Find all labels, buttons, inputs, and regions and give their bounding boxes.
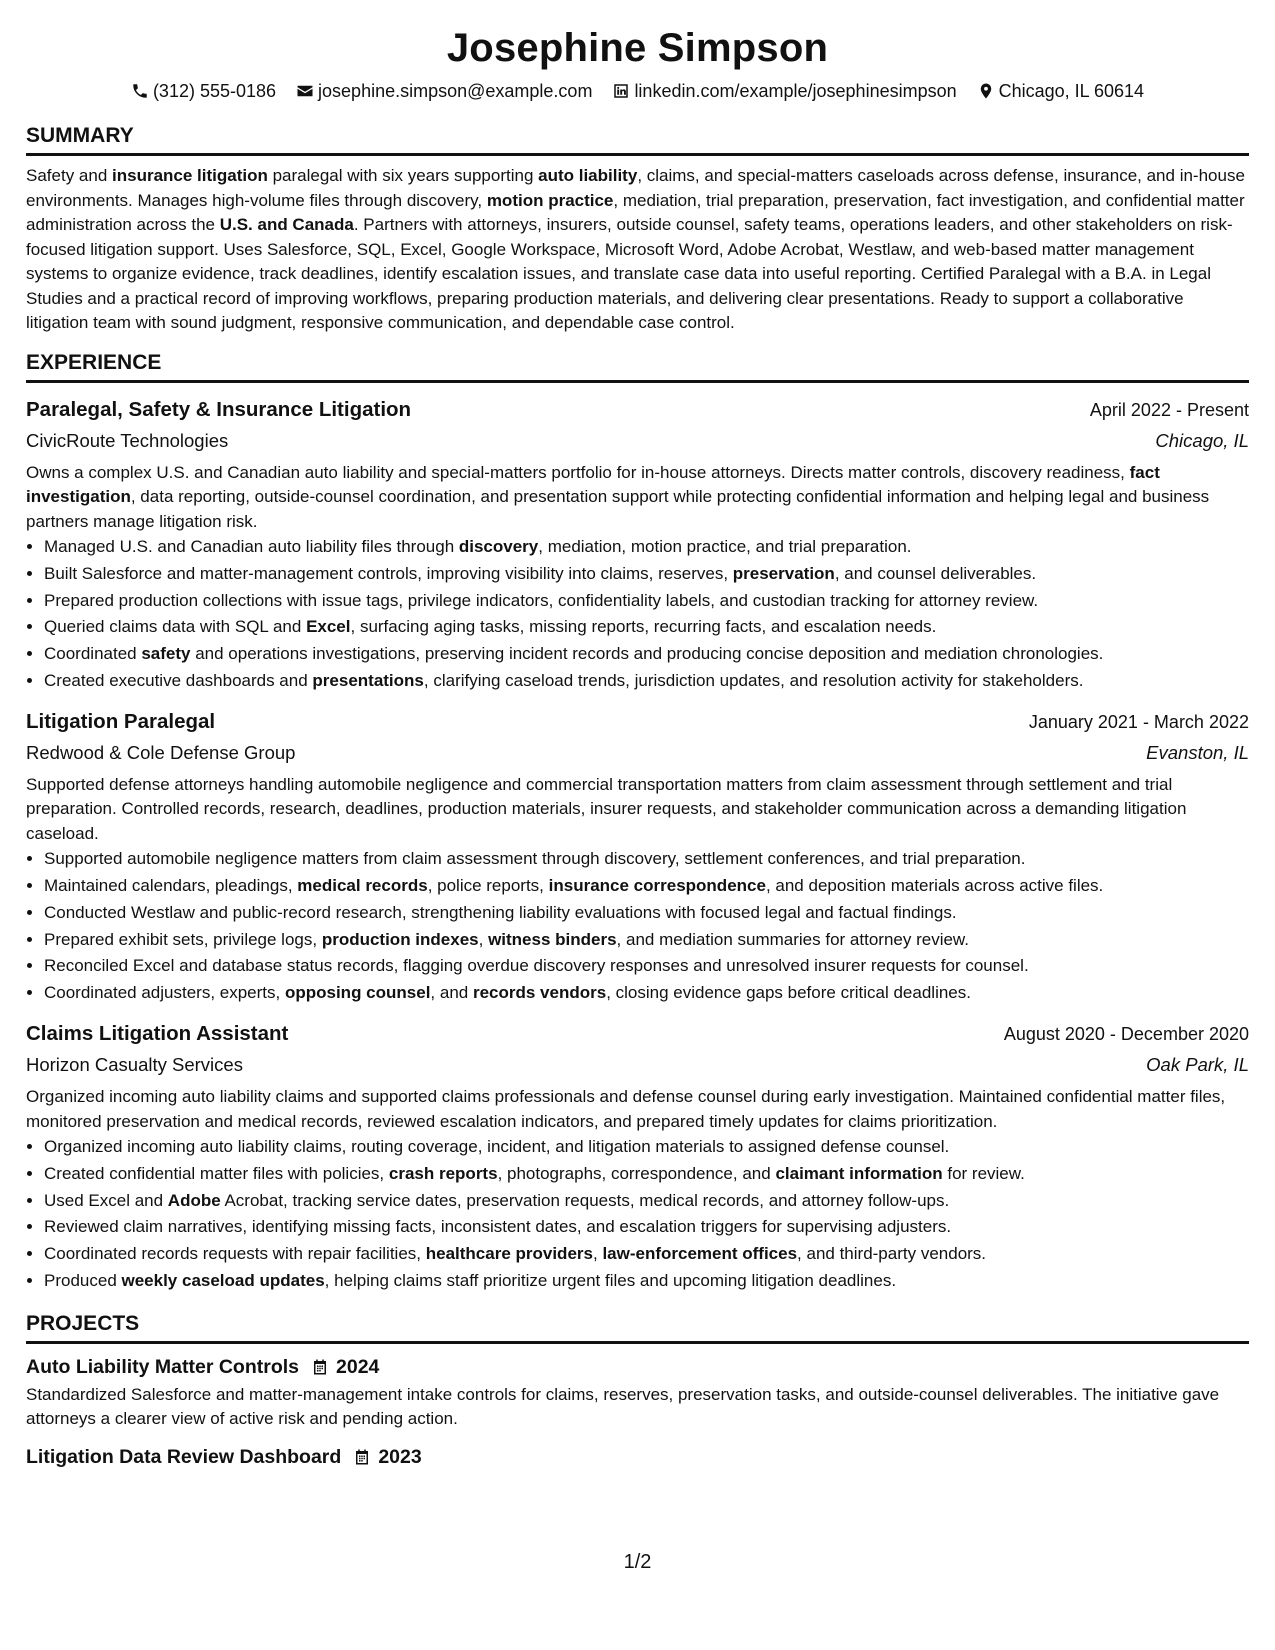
map-pin-icon: [977, 82, 995, 100]
project-title: Auto Liability Matter Controls: [26, 1355, 299, 1378]
calendar-icon: [311, 1358, 329, 1376]
contact-email-text: josephine.simpson@example.com: [318, 81, 593, 101]
contact-bar: [26, 79, 1249, 103]
bullet-item: • Conducted Westlaw and public-record research, strengthening liability evaluations with focused legal and factual findings.: [44, 900, 1249, 927]
bold-keyword: crash reports: [388, 1163, 498, 1183]
job-company: Redwood & Cole Defense Group: [26, 741, 296, 763]
job-entry: [26, 1019, 1249, 1295]
job-location: Evanston, IL: [1146, 741, 1249, 763]
job-dates: August 2020 - December 2020: [1003, 1024, 1249, 1045]
bold-keyword: fact investigation: [26, 462, 1160, 506]
bold-keyword: safety: [141, 644, 191, 664]
phone-icon: [131, 82, 149, 100]
bullet-item: • Coordinated records requests with repair facilities, healthcare providers, law-enforcement offices, and third-party vendors.: [44, 1241, 1249, 1268]
bullet-item: • Managed U.S. and Canadian auto liability files through discovery, mediation, motion practice, and trial preparation.: [44, 534, 1249, 561]
job-dates: April 2022 - Present: [1089, 399, 1249, 420]
bullet-item: • Prepared production collections with issue tags, privilege indicators, confidentiality labels, and custodian tracking for attorney review.: [44, 588, 1249, 615]
bold-keyword: weekly caseload updates: [121, 1271, 325, 1291]
contact-phone-text: (312) 555-0186: [152, 81, 277, 101]
bullet-item: • Reviewed claim narratives, identifying missing facts, inconsistent dates, and escalation triggers for supervising adjusters.: [44, 1214, 1249, 1241]
bullet-item: • Prepared exhibit sets, privilege logs, production indexes, witness binders, and mediation summaries for attorney review.: [44, 927, 1249, 954]
job-company: Horizon Casualty Services: [26, 1054, 243, 1076]
bold-keyword: insurance correspondence: [548, 876, 766, 896]
project-year-group: [353, 1442, 421, 1472]
bullet-item: • Supported automobile negligence matters from claim assessment through discovery, settlement conferences, and trial preparation.: [44, 846, 1249, 873]
job-entry: [26, 395, 1249, 695]
job-description: Organized incoming auto liability claims and supported claims professionals and defense counsel during early investigation. Maintained confidential matter files, monitored preservation and medical records, reviewed escalation indicators, and prepared timely updates for claims prioritization.: [26, 1087, 1226, 1131]
job-dates: January 2021 - March 2022: [1028, 711, 1249, 732]
job-description: Supported defense attorneys handling automobile negligence and commercial transportation matters from claim assessment through settlement and trial preparation. Controlled records, research, deadlines, production materials, insurer requests, and stakeholder communication across a demanding litigation caseload.: [26, 774, 1187, 843]
bullet-item: • Built Salesforce and matter-management controls, improving visibility into claims, reserves, preservation, and counsel deliverables.: [44, 561, 1249, 588]
bold-keyword: auto liability: [538, 166, 638, 185]
job-company: CivicRoute Technologies: [26, 429, 229, 451]
job-location: Chicago, IL: [1155, 429, 1249, 451]
bold-keyword: insurance litigation: [112, 166, 268, 185]
job-bullets: [26, 1134, 1249, 1295]
project-year: 2023: [378, 1445, 422, 1468]
bold-keyword: witness binders: [488, 929, 617, 949]
bold-keyword: presentations: [312, 670, 424, 690]
bold-keyword: medical records: [297, 876, 428, 896]
calendar-icon: [353, 1448, 371, 1466]
job-description: Owns a complex U.S. and Canadian auto liability and special-matters portfolio for in-house attorneys. Directs matter controls, discovery readiness, fact investigation, data reporting, outside-counsel coordination, and presentation support while protecting confidential information and helping legal and business partners manage litigation risk.: [26, 462, 1210, 531]
bullet-item: • Reconciled Excel and database status records, flagging overdue discovery responses and unresolved insurer requests for counsel.: [44, 953, 1249, 980]
job-title: Litigation Paralegal: [26, 709, 216, 733]
bold-keyword: law-enforcement offices: [602, 1244, 798, 1264]
envelope-icon: [296, 82, 314, 100]
job-entry: [26, 707, 1249, 1007]
summary-text: Safety and insurance litigation paralegal with six years supporting auto liability, claims, and special-matters caseloads across defense, insurance, and in-house environments. Manages high-volume files through discovery, motion practice, mediation, trial preparation, preservation, fact investigation, and confidential matter administration across the U.S. and Canada. Partners with attorneys, insurers, outside counsel, safety teams, operations leaders, and other stakeholders on risk-focused litigation support. Uses Salesforce, SQL, Excel, Google Workspace, Microsoft Word, Adobe Acrobat, Westlaw, and web-based matter management systems to organize evidence, track deadlines, identify escalation issues, and translate case data into useful reporting. Certified Paralegal with a B.A. in Legal Studies and a practical record of improving workflows, preparing production materials, and delivering clear presentations. Ready to support a collaborative litigation team with sound judgment, responsive communication, and dependable case control.: [26, 166, 1245, 332]
bullet-item: • Queried claims data with SQL and Excel, surfacing aging tasks, missing reports, recurring facts, and escalation needs.: [44, 614, 1249, 641]
experience-heading: EXPERIENCE: [26, 350, 1249, 383]
contact-linkedin[interactable]: [612, 79, 956, 103]
bullet-item: • Coordinated adjusters, experts, opposing counsel, and records vendors, closing evidence gaps before critical deadlines.: [44, 980, 1249, 1007]
bold-keyword: discovery: [458, 537, 539, 556]
linkedin-icon: [612, 82, 630, 100]
bold-keyword: records vendors: [472, 983, 607, 1003]
summary-heading: SUMMARY: [26, 123, 1249, 156]
contact-location: [977, 79, 1144, 103]
bullet-item: • Created confidential matter files with policies, crash reports, photographs, correspondence, and claimant information for review.: [44, 1161, 1249, 1188]
projects-heading: PROJECTS: [26, 1311, 1249, 1344]
project-title: Litigation Data Review Dashboard: [26, 1445, 342, 1468]
project-entry: [26, 1442, 1249, 1472]
project-entry: [26, 1352, 1249, 1432]
bullet-item: • Used Excel and Adobe Acrobat, tracking service dates, preservation requests, medical records, and attorney follow-ups.: [44, 1188, 1249, 1215]
bold-keyword: Excel: [306, 617, 351, 637]
contact-location-text: Chicago, IL 60614: [998, 81, 1145, 101]
job-bullets: [26, 534, 1249, 695]
job-location: Oak Park, IL: [1146, 1054, 1249, 1076]
bold-keyword: healthcare providers: [425, 1244, 593, 1264]
bold-keyword: U.S. and Canada: [219, 215, 354, 234]
job-title: Paralegal, Safety & Insurance Litigation: [26, 397, 412, 421]
bold-keyword: motion practice: [486, 190, 614, 210]
project-year: 2024: [336, 1355, 380, 1378]
bullet-item: • Created executive dashboards and presentations, clarifying caseload trends, jurisdiction updates, and resolution activity for stakeholders.: [44, 668, 1249, 695]
bold-keyword: production indexes: [321, 929, 479, 949]
job-bullets: [26, 846, 1249, 1007]
project-year-group: [311, 1352, 379, 1382]
page-number: 1/2: [623, 1551, 652, 1573]
candidate-name: Josephine Simpson: [446, 26, 829, 70]
bullet-item: • Coordinated safety and operations investigations, preserving incident records and producing concise deposition and mediation chronologies.: [44, 641, 1249, 668]
project-description: Standardized Salesforce and matter-management intake controls for claims, reserves, preservation tasks, and outside-counsel deliverables. The initiative gave attorneys a clearer view of active risk and pending action.: [26, 1384, 1220, 1429]
bullet-item: • Maintained calendars, pleadings, medical records, police reports, insurance correspondence, and deposition materials across active files.: [44, 873, 1249, 900]
job-title: Claims Litigation Assistant: [26, 1022, 289, 1046]
bullet-item: • Organized incoming auto liability claims, routing coverage, incident, and litigation materials to assigned defense counsel.: [44, 1134, 1249, 1161]
contact-email[interactable]: [296, 79, 592, 103]
bullet-item: • Produced weekly caseload updates, helping claims staff prioritize urgent files and upcoming litigation deadlines.: [44, 1268, 1249, 1295]
contact-linkedin-text: linkedin.com/example/josephinesimpson: [634, 81, 957, 101]
bold-keyword: Adobe: [167, 1190, 221, 1210]
bold-keyword: opposing counsel: [284, 983, 431, 1003]
bold-keyword: claimant information: [775, 1163, 943, 1183]
contact-phone[interactable]: [131, 79, 276, 103]
bold-keyword: preservation: [732, 563, 835, 583]
